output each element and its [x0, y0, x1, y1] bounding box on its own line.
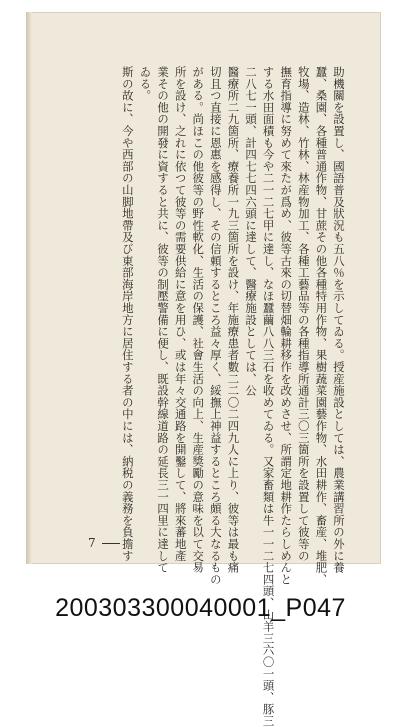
- text-line: する水田面積も今や二一二七甲に達し、なほ蠶繭八八三石を收めてゐる。又家畜類は牛一一二七四頭、山羊三六〇一頭、豚三: [261, 66, 276, 727]
- text-line: 斯の故に、今や西部の山脚地帶及び東部海岸地方に居住する者の中には、納税の義務を負擔す: [120, 66, 135, 562]
- text-line: 牧場、造林、竹林、林産物加工、各種工藝品等の各種指導所通計三〇三箇所を設置して彼等の: [296, 66, 311, 562]
- page-number: 7: [88, 536, 96, 550]
- text-line: 蠶、桑園、各種普通作物、甘蔗その他各種特用作物、果樹蔬菜園藝作物、水田耕作、畜産、堆肥、: [314, 66, 329, 586]
- text-line: 助機關を設置し、國語普及狀況も五八％を示してゐる。授産施設としては、農業講習所の外に養: [332, 66, 346, 574]
- footer-rule: [102, 543, 120, 544]
- scan-id-caption: [0, 588, 401, 628]
- text-line: 業その他の開發に資すると共に、彼等の制壓警備に便し、既設幹線道路の延長三一四里に達して: [156, 66, 171, 574]
- text-line: 二八七一頭、計四七七四六頭に達して、醫療施設としては、公: [244, 66, 259, 397]
- text-line: 所を設け、之れに依つて彼等の需要供給に意を用ひ、或は年々交通路を開鑿して、將來蕃地產: [173, 66, 188, 562]
- page-footer: [88, 536, 120, 550]
- text-line: がある。尚ほこの他彼等の野性軟化、生活の保護、社會生活の向上、生産獎勵の意味を以て交易: [191, 66, 206, 574]
- text-line: 撫育指導に努めて來たが爲め、彼等古來の切替畑輪耕移作を改めさせ、所謂定地耕作たらしめんと: [279, 66, 294, 586]
- text-line: ゐる。: [138, 66, 153, 102]
- text-line: 切且つ直接に恩惠を感得し、その信頼するところ益々厚く、綏撫上神益するところ頗る大なるもの: [208, 66, 223, 586]
- scan-id-text: 200303300040001_P047: [55, 593, 346, 622]
- page-spine-shadow: [26, 12, 32, 564]
- text-line: 醫療所二九箇所、療養所一九三箇所を設け、年施療患者數二二〇二四九人に上り、彼等は最も痛: [226, 66, 241, 574]
